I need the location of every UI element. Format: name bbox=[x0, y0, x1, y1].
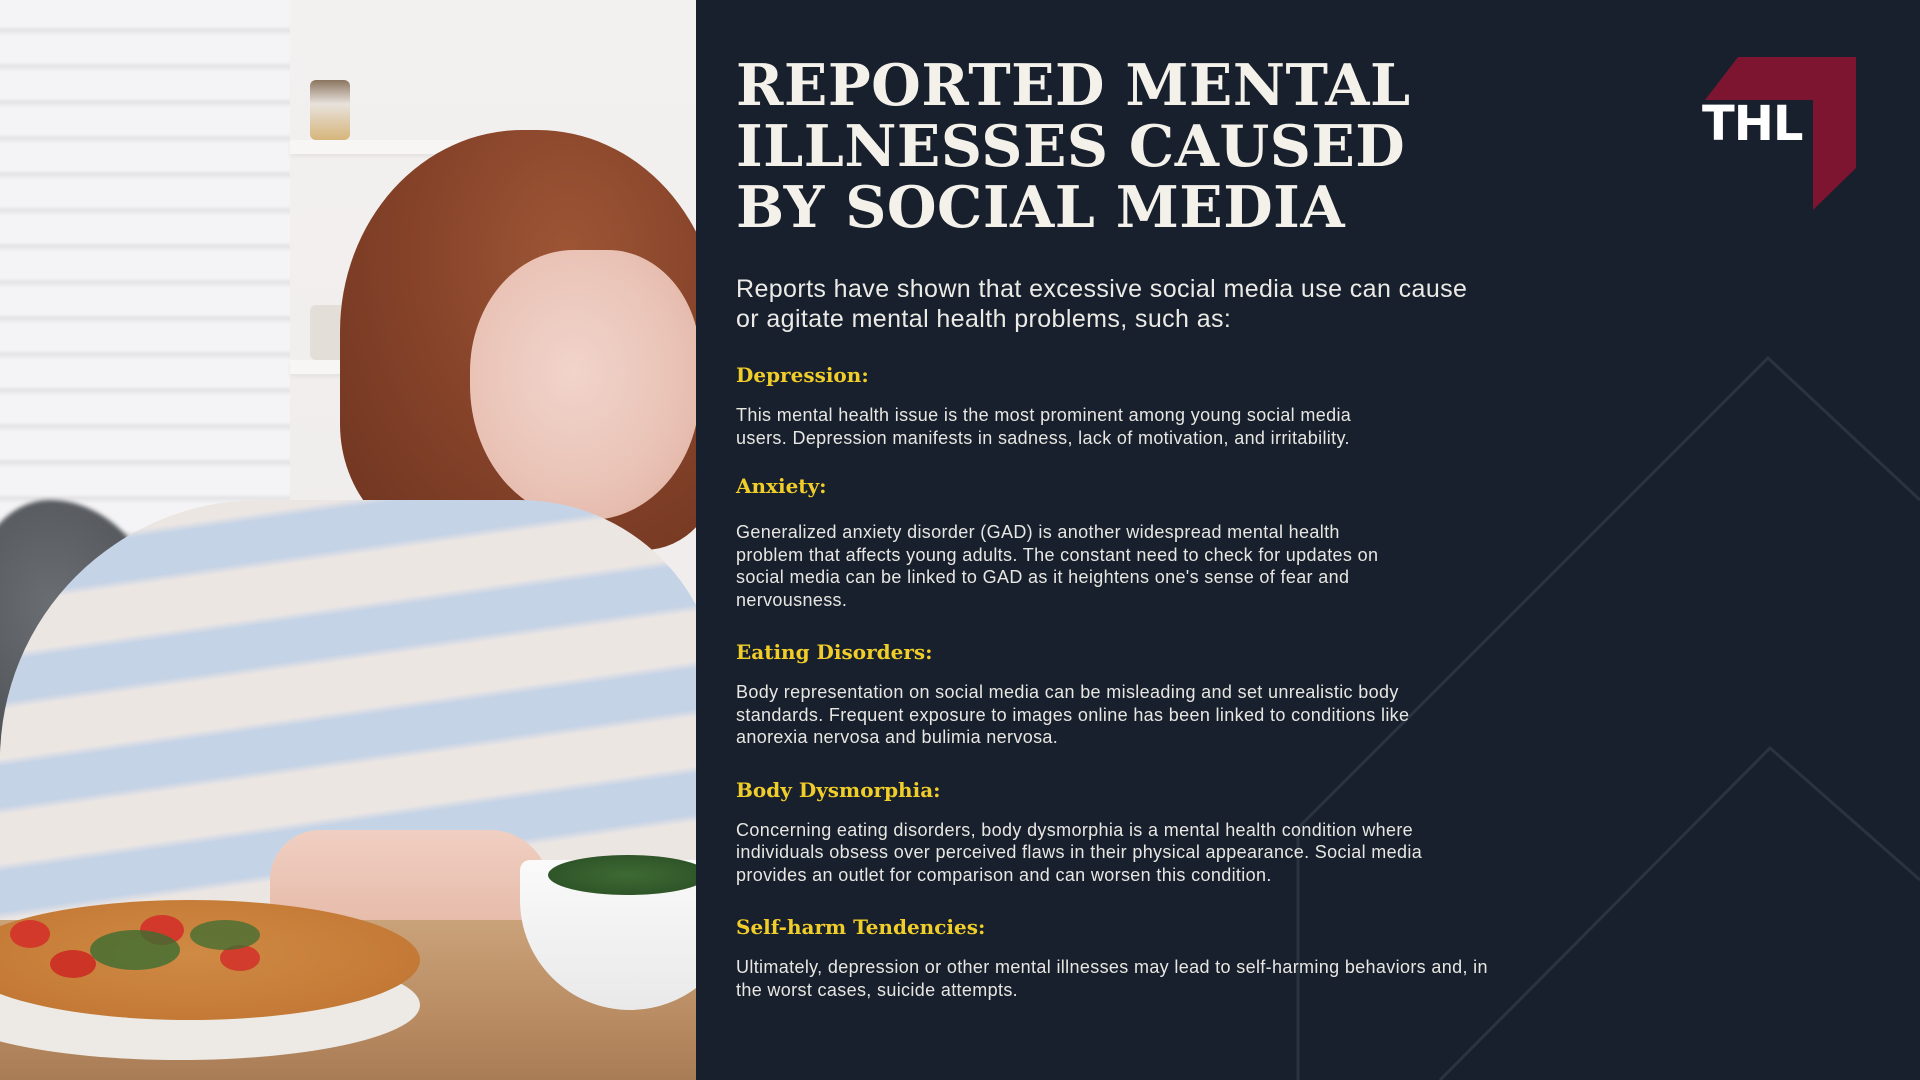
section-heading: Eating Disorders: bbox=[736, 640, 933, 664]
section-eating-disorders bbox=[736, 639, 1636, 749]
section-body: This mental health issue is the most prominent among young social media users. Depression manifests in sadness, lack of motivation, and irritability. bbox=[736, 405, 1352, 448]
section-body: Ultimately, depression or other mental illnesses may lead to self-harming behaviors and, in the worst cases, suicide attempts. bbox=[736, 957, 1488, 1000]
section-self-harm bbox=[736, 914, 1636, 1001]
section-body-dysmorphia bbox=[736, 777, 1636, 887]
section-heading: Anxiety: bbox=[736, 474, 827, 498]
section-heading: Depression: bbox=[736, 363, 869, 387]
section-body: Concerning eating disorders, body dysmorphia is a mental health condition where individuals obsess over perceived flaws in their physical appearance. Social media provides an outlet for comparison and can worsen this condition. bbox=[736, 819, 1423, 885]
section-depression bbox=[736, 362, 1636, 449]
section-body: Generalized anxiety disorder (GAD) is another widespread mental health problem that affects young adults. The constant need to check for updates on social media can be linked to GAD as it heightens one's sense of fear and nervousness. bbox=[736, 522, 1379, 610]
page-title: REPORTED MENTAL ILLNESSES CAUSED BY SOCIAL MEDIA bbox=[736, 52, 1411, 241]
salad-greens bbox=[548, 855, 696, 895]
intro-paragraph: Reports have shown that excessive social media use can cause or agitate mental health problems, such as: bbox=[736, 275, 1468, 333]
section-anxiety bbox=[736, 473, 1636, 611]
section-heading: Body Dysmorphia: bbox=[736, 777, 941, 802]
hero-photo bbox=[0, 0, 696, 1080]
jar bbox=[310, 80, 350, 140]
section-heading: Self-harm Tendencies: bbox=[736, 915, 986, 939]
content-panel bbox=[736, 52, 1636, 1001]
girl-face bbox=[470, 250, 696, 520]
logo-text: THL bbox=[1702, 96, 1803, 152]
section-body: Body representation on social media can be misleading and set unrealistic body standards. Frequent exposure to images online has been linked to conditions like anorexia nervosa and bulimia nervosa. bbox=[736, 682, 1410, 747]
